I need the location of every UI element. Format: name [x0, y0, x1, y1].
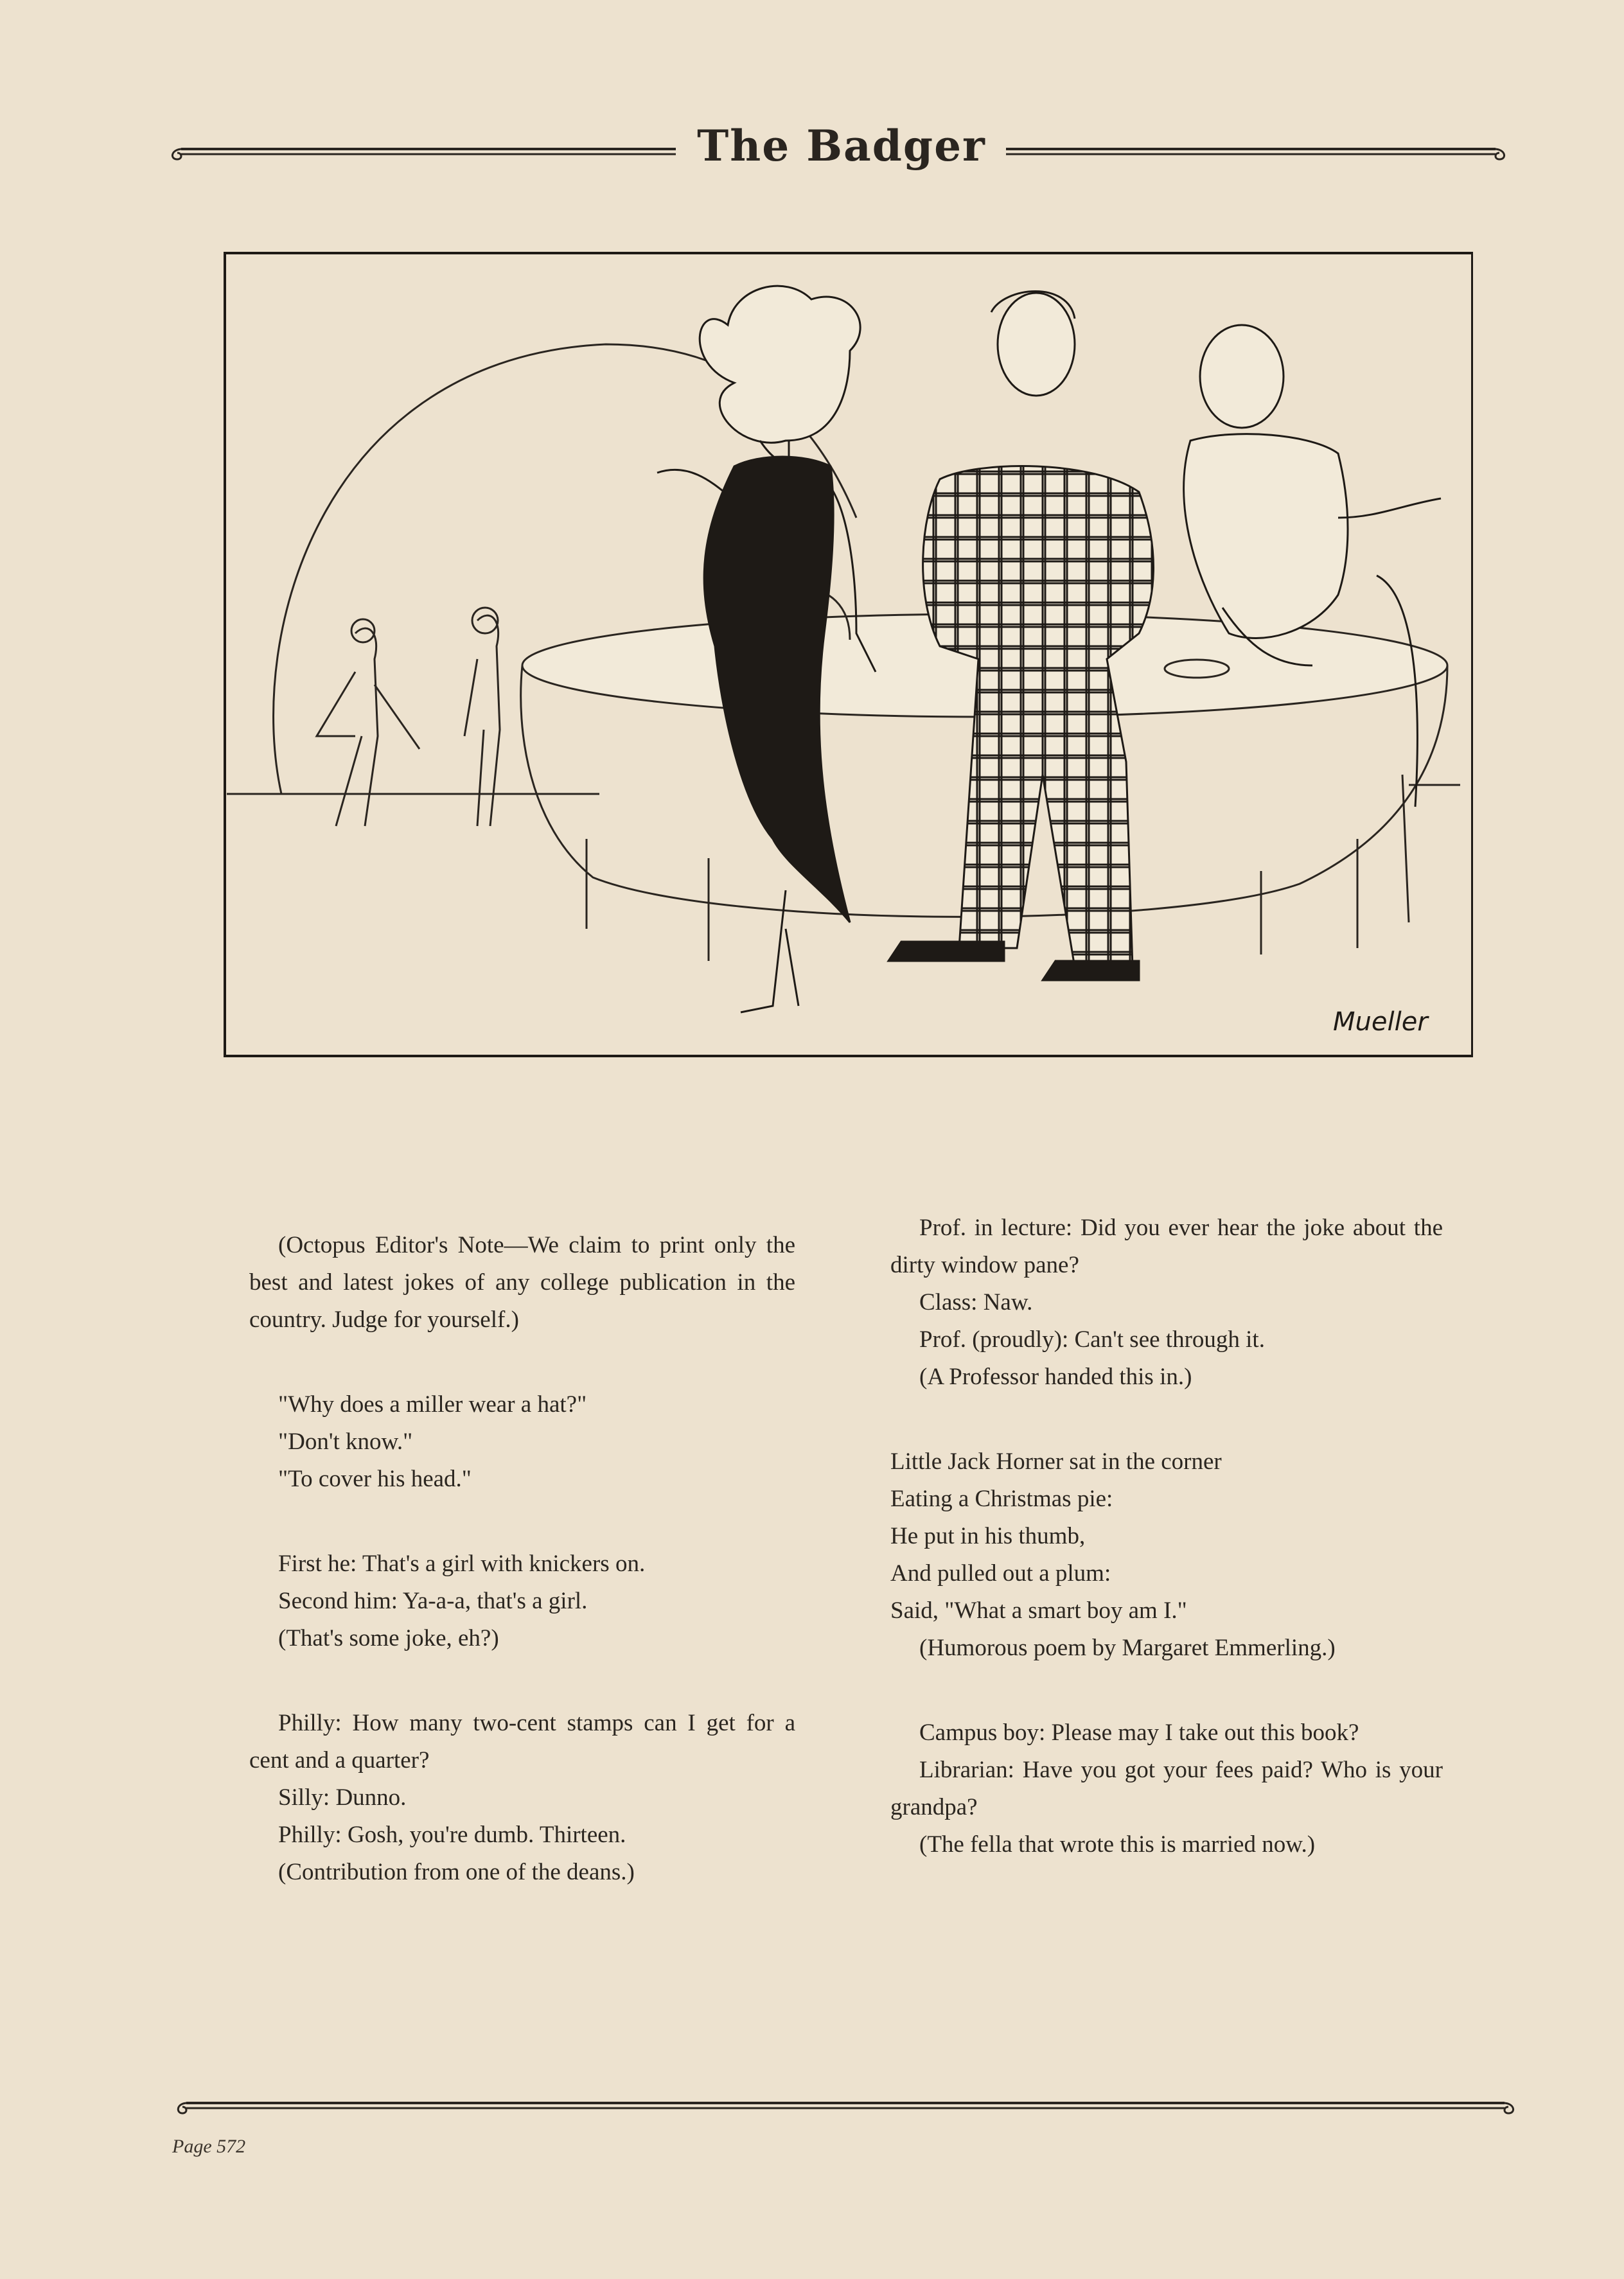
knickers-joke [249, 1545, 795, 1657]
joke-line: "Don't know." [278, 1429, 413, 1455]
joke-line: "Why does a miller wear a hat?" [278, 1391, 587, 1418]
editor-note: (Octopus Editor's Note—We claim to print only the best and latest jokes of any college publication in the country. Judge for yourself.) [249, 1232, 795, 1333]
joke-opening: Campus boy: Please may I take out this book? [919, 1720, 1359, 1746]
poem-line: Eating a Christmas pie: [890, 1486, 1113, 1512]
left-column [249, 1227, 795, 1891]
joke-line: (Contribution from one of the deans.) [278, 1859, 635, 1885]
cartoon-illustration [207, 248, 1473, 1060]
poem-line: And pulled out a plum: [890, 1560, 1111, 1587]
header-rule-left [168, 143, 676, 162]
joke-line: Silly: Dunno. [278, 1784, 407, 1811]
horner-poem [890, 1443, 1443, 1667]
joke-line: First he: That's a girl with knickers on. [278, 1551, 646, 1577]
joke-line: Prof. (proudly): Can't see through it. [919, 1326, 1265, 1353]
joke-line: (A Professor handed this in.) [919, 1364, 1192, 1390]
joke-line: (That's some joke, eh?) [278, 1625, 499, 1651]
poem-line: He put in his thumb, [890, 1523, 1086, 1549]
joke-line: Second him: Ya-a-a, that's a girl. [278, 1588, 588, 1614]
waiter-figure [1184, 325, 1441, 807]
artist-signature: Mueller [1333, 1007, 1428, 1037]
poem-line: Said, "What a smart boy am I." [890, 1597, 1187, 1624]
header-rule-right [1006, 143, 1508, 162]
footer-rule [175, 2095, 1517, 2116]
joke-credit: (The fella that wrote this is married now.) [919, 1831, 1316, 1858]
joke-opening: Prof. in lecture: Did you ever hear the joke about the dirty window pane? [890, 1215, 1443, 1278]
joke-opening: Philly: How many two-cent stamps can I get for a cent and a quarter? [249, 1710, 795, 1773]
right-column [890, 1210, 1443, 1863]
joke-line: "To cover his head." [278, 1466, 472, 1492]
joke-line: Librarian: Have you got your fees paid? Who is your grandpa? [890, 1757, 1443, 1820]
library-joke [890, 1714, 1443, 1863]
page-title: The Badger [697, 121, 986, 171]
poem-line: Little Jack Horner sat in the corner [890, 1448, 1222, 1475]
miller-joke [249, 1386, 795, 1498]
joke-line: Philly: Gosh, you're dumb. Thirteen. [278, 1822, 626, 1848]
joke-line: Class: Naw. [919, 1289, 1033, 1315]
poem-credit: (Humorous poem by Margaret Emmerling.) [919, 1635, 1336, 1661]
page-number: Page 572 [172, 2136, 246, 2157]
stamps-joke [249, 1705, 795, 1891]
cartoon-drawing [207, 248, 1473, 1060]
window-joke [890, 1210, 1443, 1396]
